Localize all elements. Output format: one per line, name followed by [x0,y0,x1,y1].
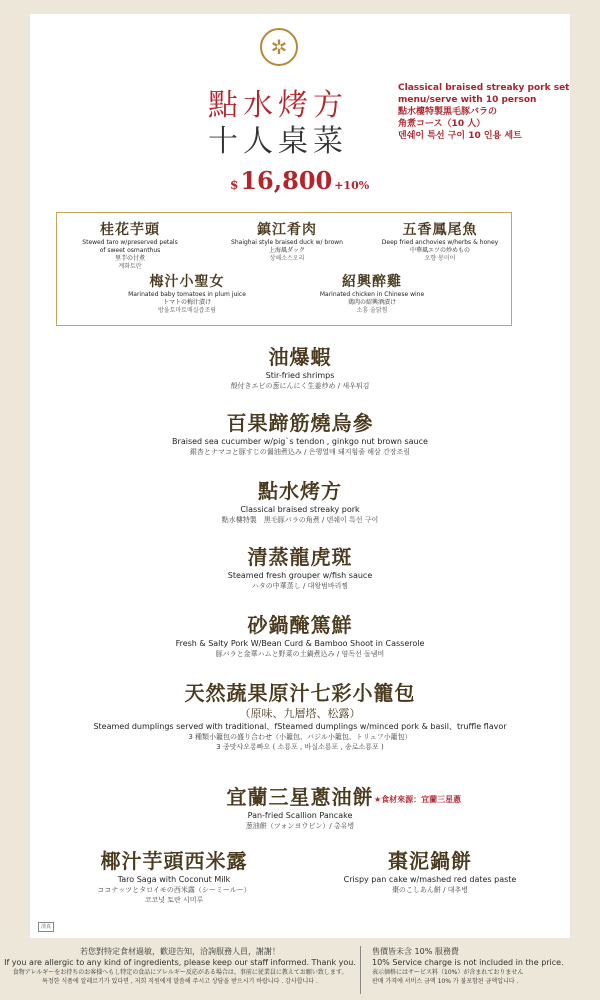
ingredient-source-note: ★食材來源：宜蘭三星蔥 [374,795,462,804]
set-description [398,82,574,142]
dish-name-zh: 點水烤方 [258,479,342,503]
appetizer-name-zh: 梅汁小聖女 [149,274,225,290]
allergy-notice-en: If you are allergic to any kind of ingredients, please keep our staff informed. Thank you. [4,958,356,967]
dish-item [30,410,570,457]
appetizer-item [307,273,437,315]
appetizer-desc: 소흥 술닭찜 [356,307,388,314]
dish-name-zh: 天然蔬果原汁七彩小籠包 [184,681,416,705]
set-desc-line: Classical braised streaky pork set [398,83,570,93]
dish-name-en: Pan-fried Scallion Pancake [247,811,353,820]
appetizer-item [375,221,505,263]
appetizer-item [117,273,257,315]
dish-name-en: Steamed dumplings served with traditional、fSteamed dumplings w/minced pork & basil、truffle flavor [93,722,507,731]
dish-name-jp-ko: 葱油餅（ツォンヨウビン）/ 총유병 [245,822,355,830]
set-desc-line: 角煮コース（10 人） [398,119,486,129]
dish-item [30,478,570,525]
footer-divider [360,946,361,994]
dish-variants: （原味、九層塔、松露） [239,707,361,720]
dish-item [30,680,570,752]
appetizer-item [217,221,357,263]
dish-name-jp-ko: ハタの中華蒸し / 대왕범바리찜 [251,582,349,590]
dish-item [30,612,570,659]
appetizer-name-zh: 紹興醉雞 [342,274,402,290]
dish-name-jp-ko: 豚バラと金華ハムと野菜の土鍋煮込み / 염독선 돌냄비 [215,650,385,658]
dessert-item [54,848,294,905]
halal-badge: 清真 [38,922,54,932]
set-desc-line: 덴쉐이 특선 구이 10 인용 세트 [398,131,522,141]
dish-name-jp-ko: 銀杏とナマコと豚すじの醤油煮込み / 은행열매 돼지힘줄 해삼 간장조림 [189,448,411,456]
appetizer-desc: Deep fried anchovies w/herbs & honey [381,239,499,246]
service-charge-notice [372,946,598,986]
set-price [230,166,370,195]
allergy-notice-jp: 食物アレルギーをお持ちのお客様へもし特定の食品にアレルギー反応がある場合は、事前に従業員に教えてお願い致します。 [12,969,348,976]
dish-name-zh: 砂鍋醃篤鮮 [247,613,353,637]
allergy-notice [2,946,358,986]
price-amount: 16,800 [240,166,333,195]
service-charge-en: 10% Service charge is not included in the price. [372,958,564,967]
service-charge-ko: 판매 가격에 서비스 금액 10% 가 불포함된 금액입니다 . [372,978,519,985]
dessert-name-ko: 코코넛 토란 시미루 [144,896,204,904]
dish-name-zh: 清蒸龍虎斑 [247,545,353,569]
appetizer-desc: Marinated chicken in Chinese wine [319,291,425,298]
appetizer-desc: 鶏肉の紹興酒漬け [347,299,396,306]
dish-name-jp-ko: 殻付きエビの葱にんにく生姜炒め / 새우튀김 [230,382,370,390]
appetizer-desc: トマトの梅汁漬け [162,299,211,306]
dish-name-zh: 宜蘭三星蔥油餅 [226,785,374,809]
restaurant-logo-icon: ✲ [260,28,298,66]
dish-name-en: Fresh & Salty Pork W/Bean Curd & Bamboo Shoot in Casserole [175,639,425,648]
dish-name-ko: 3 종맛샤오롱빠오 ( 소룡포 , 바실소룡포 , 송로소룡포 ) [216,743,384,751]
dish-name-en: Classical braised streaky pork [240,505,360,514]
dish-name-en: Stir-fried shrimps [265,371,335,380]
dessert-name-zh: 棗泥鍋餅 [388,849,472,873]
dessert-item [310,848,550,895]
appetizer-desc: of sweet osmanthus [99,247,161,254]
dish-name-en: Steamed fresh grouper w/fish sauce [227,571,373,580]
appetizer-name-zh: 桂花芋頭 [100,222,160,238]
appetizer-desc: 오향 봉미어 [424,255,456,262]
appetizer-name-zh: 五香鳳尾魚 [402,222,478,238]
appetizer-desc: Stewed taro w/preserved petals [82,239,178,246]
appetizer-name-zh: 鎮江肴肉 [257,222,317,238]
menu-title-line2: 十人桌菜 [208,124,348,159]
appetizer-desc: 계화토란 [118,263,142,270]
set-desc-line: menu/serve with 10 person [398,95,537,105]
dish-name-zh: 百果蹄筋燒烏參 [226,411,374,435]
appetizer-desc: Shaighai style braised duck w/ brown [231,239,343,246]
appetizer-desc: 방울토마토매실즙조림 [158,307,216,314]
appetizer-desc: 里芋の甘煮 [114,255,145,262]
dish-item [30,544,570,591]
dessert-name-en: Taro Saga with Coconut Milk [117,875,231,884]
dish-item [30,344,570,391]
service-charge-jp: 表示価格にはサービス料（10%）が含まれておりません [372,969,524,976]
dish-name-jp: 3 種類小籠包の盛り合わせ（小籠包、バジル小籠包、トリュフ小籠包） [188,733,412,741]
dish-name-en: Braised sea cucumber w/pig`s tendon , ginkgo nut brown sauce [172,437,428,446]
dessert-name-jp-ko: 棗のこしあん餅 / 대추병 [391,886,469,894]
dish-item [30,784,570,831]
dish-name-zh: 油爆蝦 [268,345,332,369]
appetizer-box [56,212,512,326]
set-desc-line: 點水樓特製黒毛豚バラの [398,107,498,117]
dessert-name-jp: ココナッツとタロイモの西米露（シーミールー） [97,886,251,894]
price-tax: +10% [334,179,370,192]
dessert-name-en: Crispy pan cake w/mashed red dates paste [343,875,517,884]
dish-name-jp-ko: 點水樓特製 黒毛豚バラの角煮 / 덴쉐이 특선 구이 [221,516,379,524]
dessert-name-zh: 椰汁芋頭西米露 [100,849,248,873]
service-charge-zh: 售價皆未含 10% 服務費 [372,947,459,956]
menu-title-line1: 點水烤方 [208,88,348,123]
allergy-notice-zh: 若您對特定食材過敏，歡迎告知，洽詢服務人員，謝謝！ [80,947,280,956]
appetizer-desc: 상해소스오리 [269,255,305,262]
appetizer-item [65,221,195,271]
appetizer-desc: 上海風ダック [268,247,305,254]
appetizer-desc: 中華風エツの炒めもの [409,247,470,254]
price-currency: $ [230,178,239,192]
appetizer-desc: Marinated baby tomatoes in plum juice [128,291,246,298]
footer [0,940,600,1000]
allergy-notice-ko: 특정한 식품에 알레르기가 있다면 , 저희 직원에게 말씀해 주시고 상담을 받으시기 바랍니다 . 감사합니다 . [42,978,318,985]
